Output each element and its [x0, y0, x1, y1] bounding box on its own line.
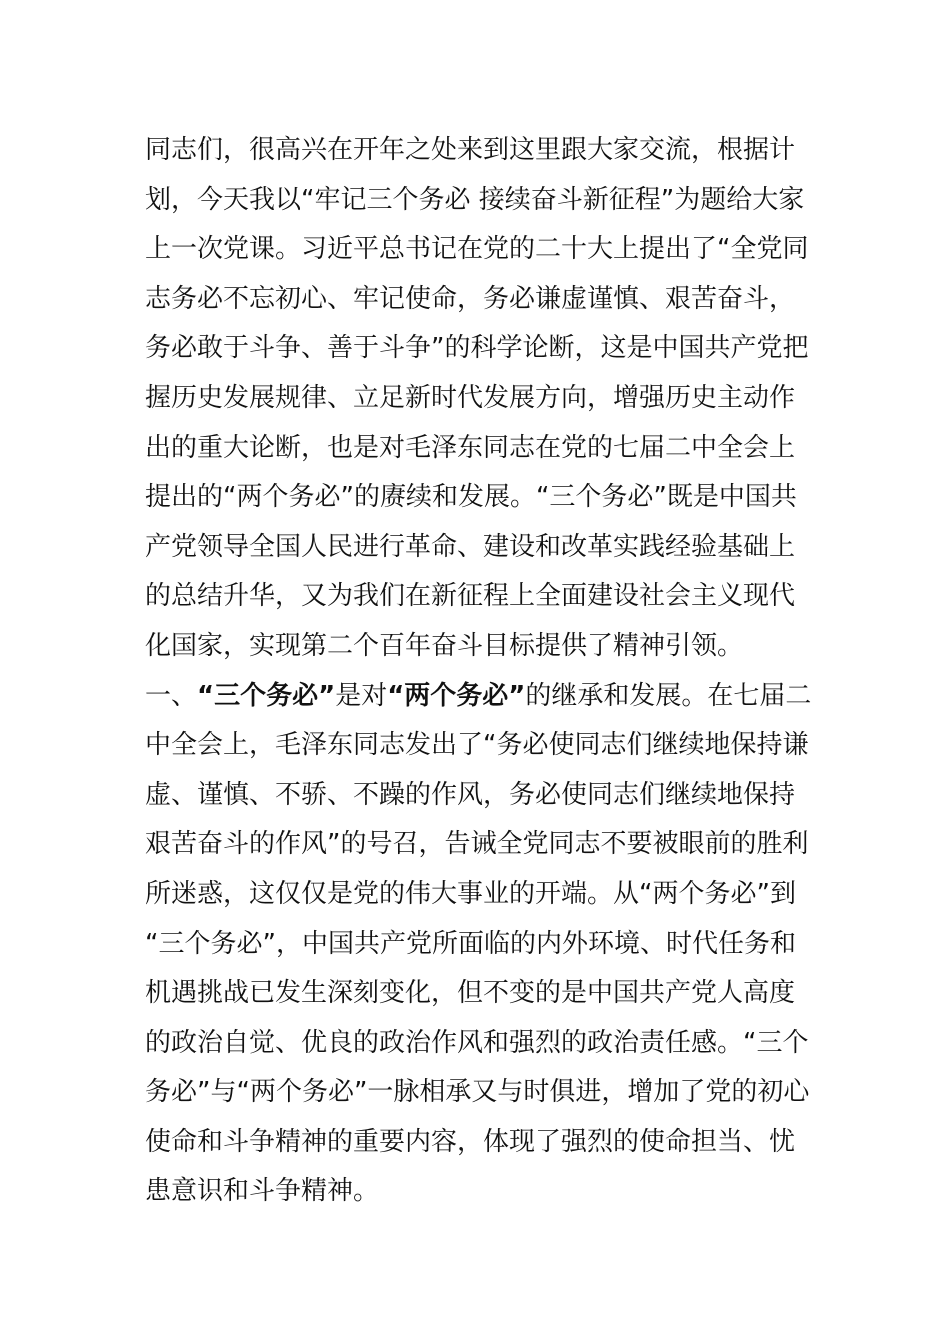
text-line: 划，今天我以“牢记三个务必 接续奋斗新征程”为题给大家: [145, 184, 805, 215]
text-line: “三个务必”，中国共产党所面临的内外环境、时代任务和: [145, 928, 796, 959]
text-line: 机遇挑战已发生深刻变化，但不变的是中国共产党人高度: [145, 978, 796, 1009]
text-line: 务必”与“两个务必”一脉相承又与时俱进，增加了党的初心: [145, 1077, 810, 1108]
text-line: 产党领导全国人民进行革命、建设和改革实践经验基础上: [145, 531, 796, 562]
heading-bold-two-musts: “两个务必”: [387, 680, 526, 711]
heading-middle: 是对: [335, 680, 388, 711]
heading-suffix: 的继承和发展。在七届二: [525, 680, 812, 711]
text-line: 化国家，实现第二个百年奋斗目标提供了精神引领。: [145, 630, 744, 661]
text-line: 虚、谨慎、不骄、不躁的作风，务必使同志们继续地保持: [145, 779, 796, 810]
section-heading-line: [145, 672, 825, 722]
text-line: 所迷惑，这仅仅是党的伟大事业的开端。从“两个务必”到: [145, 878, 796, 909]
text-line: 的政治自觉、优良的政治作风和强烈的政治责任感。“三个: [145, 1027, 809, 1058]
text-line: 提出的“两个务必”的赓续和发展。“三个务必”既是中国共: [145, 482, 797, 513]
heading-prefix: 一、: [145, 680, 198, 711]
text-line: 握历史发展规律、立足新时代发展方向，增强历史主动作: [145, 382, 796, 413]
text-line: 出的重大论断，也是对毛泽东同志在党的七届二中全会上: [145, 432, 796, 463]
text-line: 同志们，很高兴在开年之处来到这里跟大家交流，根据计: [145, 135, 796, 165]
text-line: 的总结升华，又为我们在新征程上全面建设社会主义现代: [145, 581, 796, 612]
text-line: 患意识和斗争精神。: [145, 1176, 380, 1207]
text-line: 上一次党课。习近平总书记在党的二十大上提出了“全党同: [145, 234, 809, 265]
body-text: [145, 126, 825, 1217]
text-line: 使命和斗争精神的重要内容，体现了强烈的使命担当、忧: [145, 1126, 796, 1157]
text-line: 志务必不忘初心、牢记使命，务必谦虚谨慎、艰苦奋斗，: [145, 283, 796, 314]
heading-bold-three-musts: “三个务必”: [197, 680, 336, 711]
text-line: 艰苦奋斗的作风”的号召，告诫全党同志不要被眼前的胜利: [145, 829, 809, 860]
text-line: 中全会上，毛泽东同志发出了“务必使同志们继续地保持谦: [145, 730, 809, 761]
text-line: 务必敢于斗争、善于斗争”的科学论断，这是中国共产党把: [145, 333, 809, 364]
